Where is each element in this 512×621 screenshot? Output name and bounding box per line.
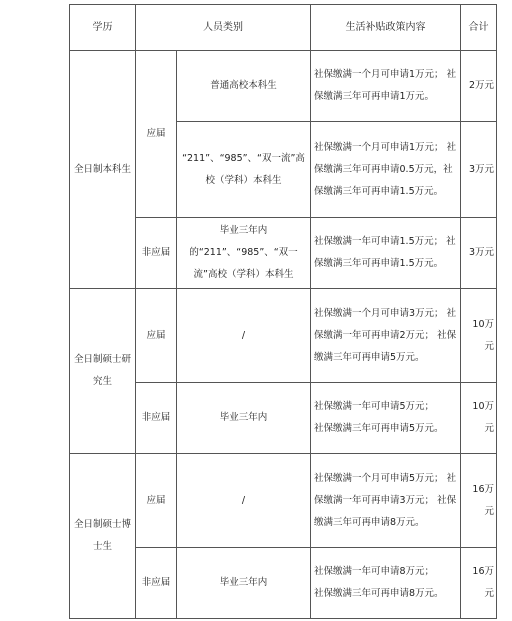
status-cell: 非应届 <box>136 548 177 619</box>
policy-cell: 社保缴满一年可申请1.5万元； 社保缴满三年可再申请1.5万元。 <box>311 218 461 289</box>
table-row <box>70 51 497 122</box>
total-cell: 10万元 <box>461 383 497 454</box>
total-cell: 3万元 <box>461 218 497 289</box>
total-cell: 2万元 <box>461 51 497 122</box>
status-cell: 应届 <box>136 51 177 218</box>
education-cell: 全日制硕士研究生 <box>70 289 136 454</box>
category-cell: 毕业三年内 <box>177 383 311 454</box>
table-header-row <box>70 5 497 51</box>
total-cell: 16万元 <box>461 548 497 619</box>
total-cell: 3万元 <box>461 122 497 218</box>
education-cell: 全日制硕士博士生 <box>70 454 136 619</box>
subsidy-policy-table <box>69 4 497 619</box>
header-total: 合计 <box>461 5 497 51</box>
total-cell: 16万元 <box>461 454 497 548</box>
policy-cell: 社保缴满一年可申请8万元； 社保缴满三年可再申请8万元。 <box>311 548 461 619</box>
status-cell: 非应届 <box>136 218 177 289</box>
category-cell: 毕业三年内的“211”、“985”、“双一流”高校（学科）本科生 <box>177 218 311 289</box>
category-cell: “211”、“985”、“双一流”高校（学科）本科生 <box>177 122 311 218</box>
policy-cell: 社保缴满一个月可申请1万元； 社保缴满三年可再申请0.5万元，社保缴满三年可再申请1.5万元。 <box>311 122 461 218</box>
category-cell: / <box>177 454 311 548</box>
header-education: 学历 <box>70 5 136 51</box>
status-cell: 非应届 <box>136 383 177 454</box>
category-cell: / <box>177 289 311 383</box>
category-cell: 普通高校本科生 <box>177 51 311 122</box>
policy-cell: 社保缴满一个月可申请5万元； 社保缴满一年可再申请3万元； 社保缴满三年可再申请8万元。 <box>311 454 461 548</box>
total-cell: 10万元 <box>461 289 497 383</box>
header-policy: 生活补贴政策内容 <box>311 5 461 51</box>
header-category: 人员类别 <box>136 5 311 51</box>
education-cell: 全日制本科生 <box>70 51 136 289</box>
table-row <box>70 289 497 383</box>
table-row <box>70 454 497 548</box>
policy-cell: 社保缴满一个月可申请3万元； 社保缴满一年可再申请2万元； 社保缴满三年可再申请5万元。 <box>311 289 461 383</box>
status-cell: 应届 <box>136 289 177 383</box>
policy-cell: 社保缴满一年可申请5万元； 社保缴满三年可再申请5万元。 <box>311 383 461 454</box>
status-cell: 应届 <box>136 454 177 548</box>
category-cell: 毕业三年内 <box>177 548 311 619</box>
policy-cell: 社保缴满一个月可申请1万元； 社保缴满三年可再申请1万元。 <box>311 51 461 122</box>
